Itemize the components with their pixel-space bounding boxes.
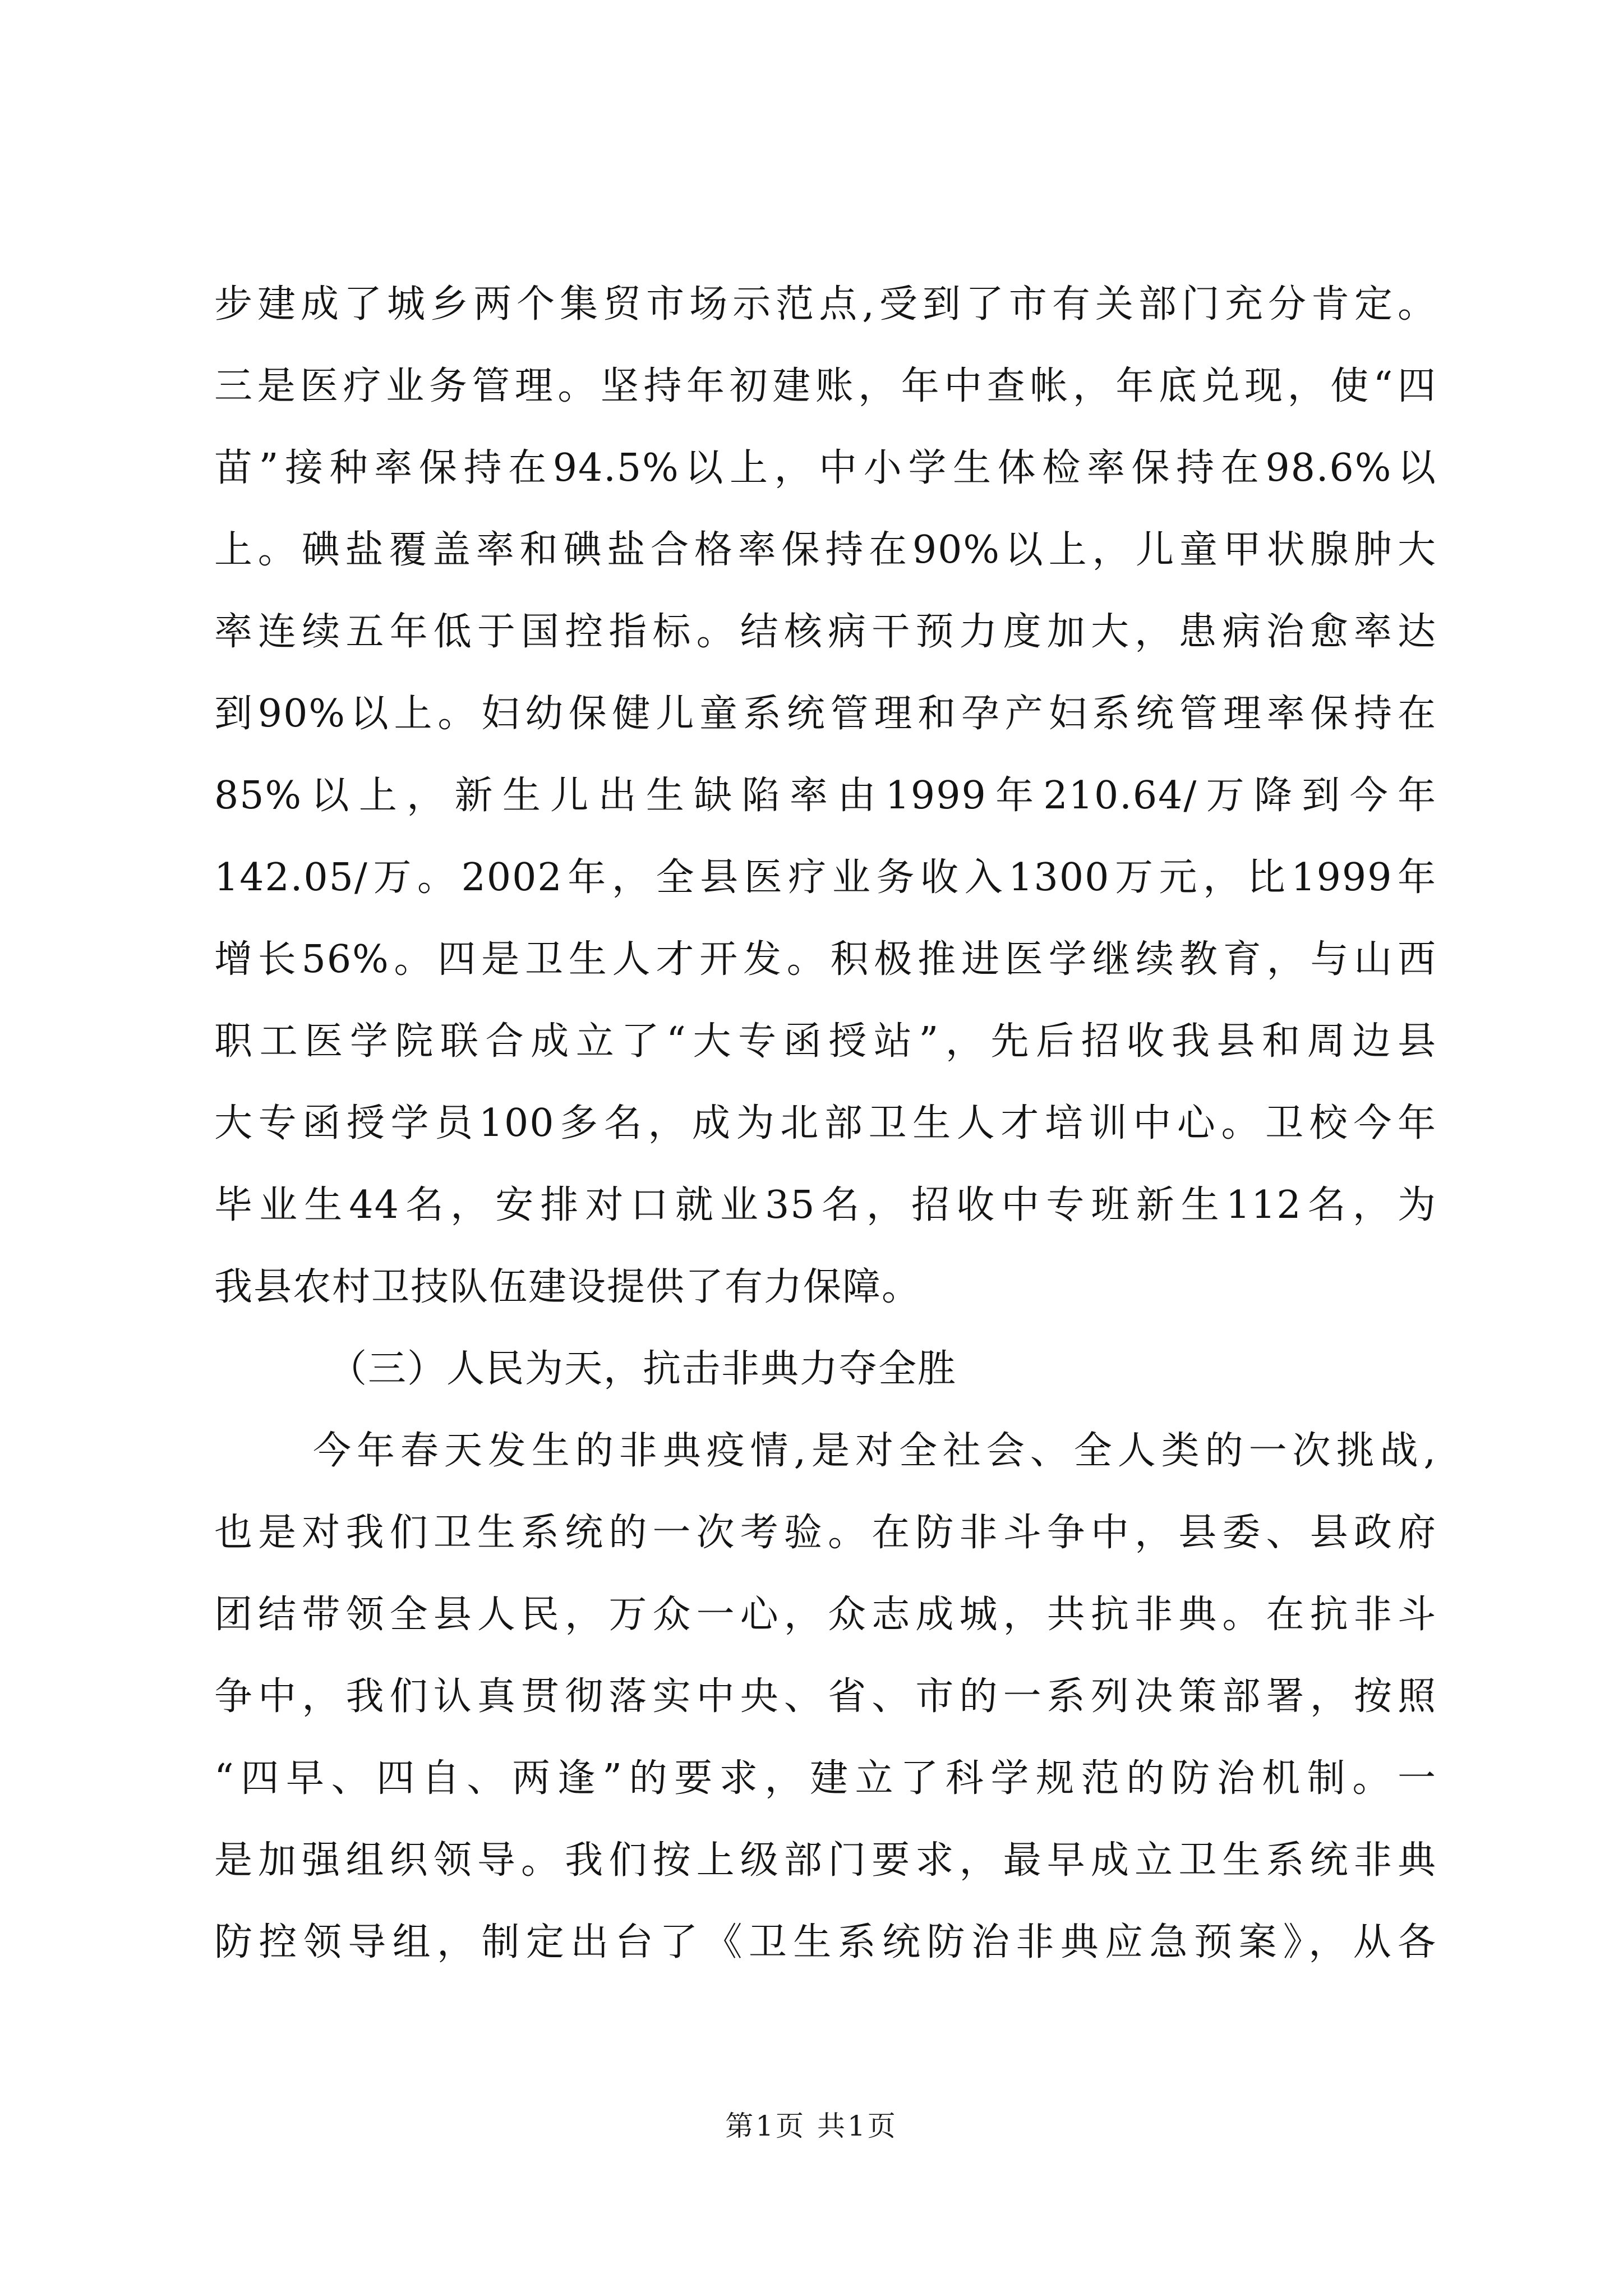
section-heading: （三）人民为天，抗击非典力夺全胜 [329,1347,957,1391]
page-footer: 第1页 共1页 [725,2110,898,2142]
paragraph-line-4: 上。碘盐覆盖率和碘盐合格率保持在90%以上，儿童甲状腺肿大 [214,528,1437,572]
paragraph-line-19: “四早、四自、两逢”的要求，建立了科学规范的防治机制。一 [214,1756,1437,1801]
paragraph-line-2: 三是医疗业务管理。坚持年初建账，年中查帐，年底兑现，使“四 [214,364,1437,408]
paragraph-line-1: 步建成了城乡两个集贸市场示范点,受到了市有关部门充分肯定。 [214,282,1437,326]
paragraph-line-3: 苗”接种率保持在94.5%以上，中小学生体检率保持在98.6%以 [214,446,1437,490]
paragraph-line-16: 也是对我们卫生系统的一次考验。在防非斗争中，县委、县政府 [214,1511,1437,1555]
paragraph-line-21: 防控领导组，制定出台了《卫生系统防治非典应急预案》，从各 [214,1920,1437,1964]
paragraph-line-13: 我县农村卫技队伍建设提供了有力保障。 [214,1265,921,1309]
paragraph-line-15: 今年春天发生的非典疫情,是对全社会、全人类的一次挑战, [313,1429,1437,1473]
paragraph-line-5: 率连续五年低于国控指标。结核病干预力度加大，患病治愈率达 [214,610,1437,654]
paragraph-line-7: 85%以上，新生儿出生缺陷率由1999年210.64/万降到今年 [214,774,1437,818]
paragraph-line-18: 争中，我们认真贯彻落实中央、省、市的一系列决策部署，按照 [214,1674,1437,1719]
document-body [214,264,1437,1984]
paragraph-line-9: 增长56%。四是卫生人才开发。积极推进医学继续教育，与山西 [214,937,1437,982]
paragraph-line-10: 职工医学院联合成立了“大专函授站”，先后招收我县和周边县 [214,1019,1437,1064]
paragraph-line-17: 团结带领全县人民，万众一心，众志成城，共抗非典。在抗非斗 [214,1593,1437,1637]
paragraph-line-8: 142.05/万。2002年，全县医疗业务收入1300万元，比1999年 [214,855,1437,900]
paragraph-line-6: 到90%以上。妇幼保健儿童系统管理和孕产妇系统管理率保持在 [214,692,1437,736]
paragraph-line-20: 是加强组织领导。我们按上级部门要求，最早成立卫生系统非典 [214,1838,1437,1883]
paragraph-line-12: 毕业生44名，安排对口就业35名，招收中专班新生112名，为 [214,1183,1437,1227]
paragraph-line-11: 大专函授学员100多名，成为北部卫生人才培训中心。卫校今年 [214,1101,1437,1145]
